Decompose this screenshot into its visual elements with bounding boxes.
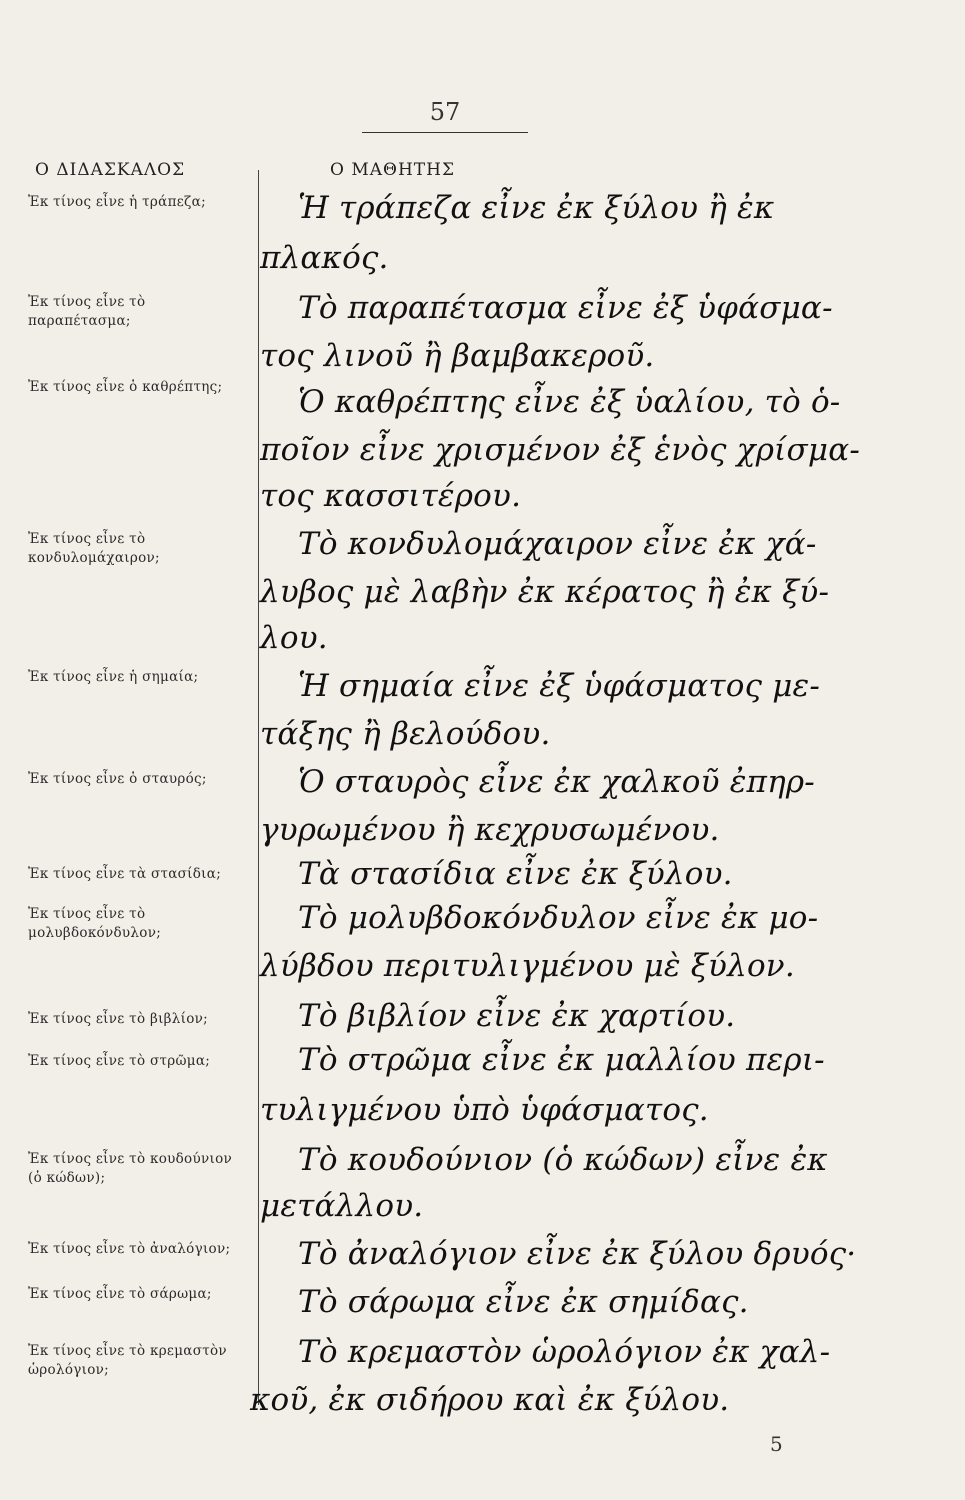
- answer-line-23: Τὸ ἀναλόγιον εἶνε ἐκ ξύλου δρυός·: [298, 1236, 857, 1272]
- column-header-teacher: Ο ΔΙΔΑΣΚΑΛΟΣ: [35, 160, 186, 180]
- answer-line-19: Τὸ στρῶμα εἶνε ἐκ μαλλίου περι-: [298, 1042, 825, 1078]
- answer-line-25: Τὸ κρεμαστὸν ὡρολόγιον ἐκ χαλ-: [298, 1334, 831, 1370]
- answer-line-13: Ὁ σταυρὸς εἶνε ἐκ χαλκοῦ ἐπηρ-: [298, 764, 815, 800]
- answer-line-14: γυρωμένου ἢ κεχρυσωμένου.: [260, 812, 720, 848]
- question-7: Ἐκ τίνος εἶνε τὰ στασίδια;: [28, 866, 222, 882]
- question-1: Ἐκ τίνος εἶνε ἡ τράπεζα;: [28, 194, 206, 210]
- answer-line-16: Τὸ μολυβδοκόνδυλον εἶνε ἐκ μο-: [298, 900, 819, 936]
- header-rule: [362, 132, 528, 133]
- answer-line-9: λυβος μὲ λαβὴν ἐκ κέρατος ἢ ἐκ ξύ-: [260, 574, 830, 610]
- question-3: Ἐκ τίνος εἶνε ὁ καθρέπτης;: [28, 379, 223, 395]
- question-10: Ἐκ τίνος εἶνε τὸ στρῶμα;: [28, 1053, 211, 1069]
- question-12: Ἐκ τίνος εἶνε τὸ ἀναλόγιον;: [28, 1241, 231, 1257]
- answer-line-21: Τὸ κουδούνιον (ὁ κώδων) εἶνε ἐκ: [298, 1142, 828, 1178]
- answer-line-2: πλακός.: [260, 240, 389, 276]
- answer-line-26: κοῦ, ἐκ σιδήρου καὶ ἐκ ξύλου.: [250, 1382, 730, 1418]
- question-6: Ἐκ τίνος εἶνε ὁ σταυρός;: [28, 771, 207, 787]
- answer-line-3: Τὸ παραπέτασμα εἶνε ἐξ ὑφάσμα-: [298, 290, 833, 326]
- question-4: Ἐκ τίνος εἶνε τὸ κονδυλομάχαιρον;: [28, 531, 160, 566]
- answer-line-6: ποῖον εἶνε χρισμένον ἐξ ἑνὸς χρίσμα-: [260, 432, 860, 468]
- answer-line-7: τος κασσιτέρου.: [260, 478, 522, 514]
- column-header-student: Ο ΜΑΘΗΤΗΣ: [330, 160, 455, 180]
- question-8: Ἐκ τίνος εἶνε τὸ μολυβδοκόνδυλον;: [28, 906, 162, 941]
- answer-line-11: Ἡ σημαία εἶνε ἐξ ὑφάσματος με-: [298, 668, 821, 704]
- question-9: Ἐκ τίνος εἶνε τὸ βιβλίον;: [28, 1011, 208, 1027]
- answer-line-20: τυλιγμένου ὑπὸ ὑφάσματος.: [260, 1092, 709, 1128]
- answer-line-22: μετάλλου.: [260, 1188, 424, 1224]
- question-5: Ἐκ τίνος εἶνε ἡ σημαία;: [28, 669, 199, 685]
- question-14: Ἐκ τίνος εἶνε τὸ κρεμαστὸν ὡρολόγιον;: [28, 1343, 227, 1378]
- answer-line-18: Τὸ βιβλίον εἶνε ἐκ χαρτίου.: [298, 998, 736, 1034]
- question-13: Ἐκ τίνος εἶνε τὸ σάρωμα;: [28, 1286, 212, 1302]
- answer-line-17: λύβδου περιτυλιγμένου μὲ ξύλον.: [260, 948, 795, 984]
- page-number: 57: [429, 98, 461, 126]
- answer-line-4: τος λινοῦ ἢ βαμβακεροῦ.: [260, 338, 655, 374]
- signature-mark: 5: [770, 1432, 783, 1456]
- answer-line-15: Τὰ στασίδια εἶνε ἐκ ξύλου.: [298, 856, 733, 892]
- question-2: Ἐκ τίνος εἶνε τὸ παραπέτασμα;: [28, 294, 146, 329]
- answer-line-24: Τὸ σάρωμα εἶνε ἐκ σημίδας.: [298, 1284, 749, 1320]
- answer-line-1: Ἡ τράπεζα εἶνε ἐκ ξύλου ἢ ἐκ: [298, 190, 775, 226]
- answer-line-8: Τὸ κονδυλομάχαιρον εἶνε ἐκ χά-: [298, 526, 817, 562]
- answer-line-12: τάξης ἢ βελούδου.: [260, 716, 551, 752]
- answer-line-5: Ὁ καθρέπτης εἶνε ἐξ ὑαλίου, τὸ ὁ-: [298, 384, 841, 420]
- column-divider: [258, 170, 259, 1405]
- answer-line-10: λου.: [260, 620, 328, 656]
- question-11: Ἐκ τίνος εἶνε τὸ κουδούνιον (ὁ κώδων);: [28, 1151, 233, 1186]
